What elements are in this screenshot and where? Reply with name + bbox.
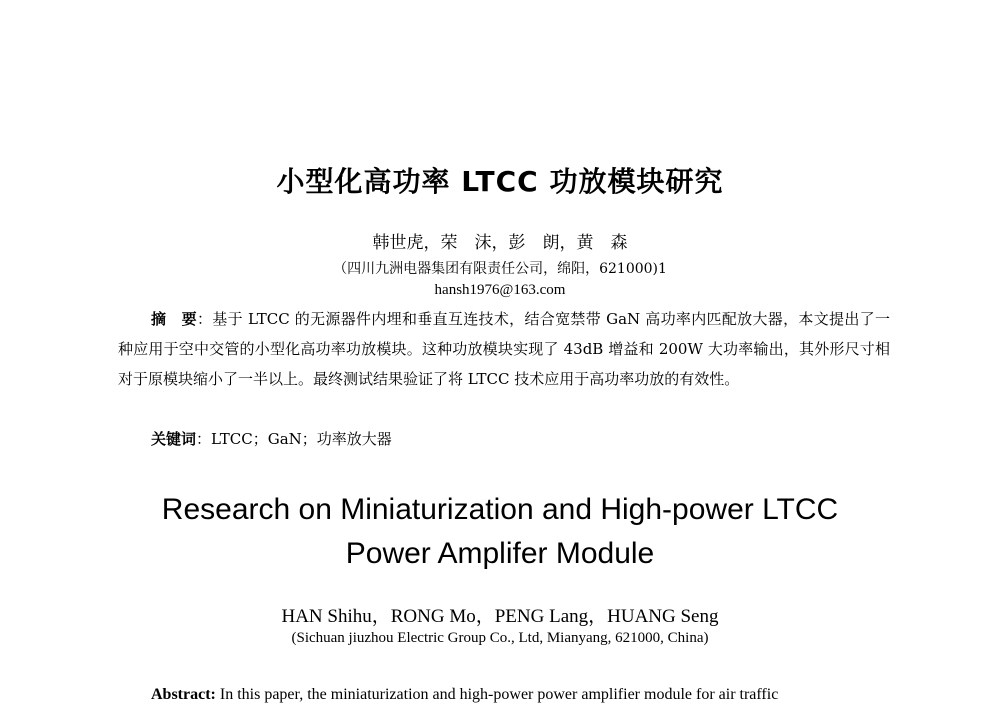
authors-chinese: 韩世虎，荣 沫，彭 朗，黄 森 — [372, 233, 628, 253]
abstract-chinese — [118, 304, 890, 394]
title-english-line2: Power Amplifer Module — [345, 537, 655, 570]
abstract-text-chinese: ：基于 LTCC 的无源器件内埋和垂直互连技术，结合宽禁带 GaN 高功率内匹配放大器，本文提出了一种应用于空中交管的小型化高功率功放模块。这种功放模块实现了 43dB 增益和 200W 大功率输出，其外形尺寸相对于原模块缩小了一半以上。最终测试结果验证了将 LTCC 技术应用于高功率功放的有效性。 — [118, 310, 890, 388]
keywords-text-chinese: ：LTCC；GaN；功率放大器 — [196, 430, 392, 448]
keywords-label-chinese: 关键词 — [151, 430, 197, 448]
author-email: hansh1976@163.com — [434, 282, 566, 298]
abstract-english — [151, 686, 778, 704]
title-english-line1: Research on Miniaturization and High-power LTCC — [161, 493, 839, 526]
keywords-chinese — [151, 424, 392, 454]
affiliation-english: (Sichuan jiuzhou Electric Group Co., Ltd, Mianyang, 621000, China) — [291, 630, 709, 646]
title-chinese: 小型化高功率 LTCC 功放模块研究 — [276, 165, 724, 198]
abstract-label-english: Abstract: — [151, 686, 216, 703]
affiliation-chinese: （四川九洲电器集团有限责任公司，绵阳，621000)1 — [333, 261, 667, 277]
title-english — [0, 488, 1000, 576]
abstract-text-english: In this paper, the miniaturization and high-power power amplifier module for air traffic — [215, 686, 779, 703]
abstract-label-chinese: 摘 要 — [151, 310, 197, 328]
authors-english: HAN Shihu，RONG Mo，PENG Lang，HUANG Seng — [281, 606, 719, 627]
